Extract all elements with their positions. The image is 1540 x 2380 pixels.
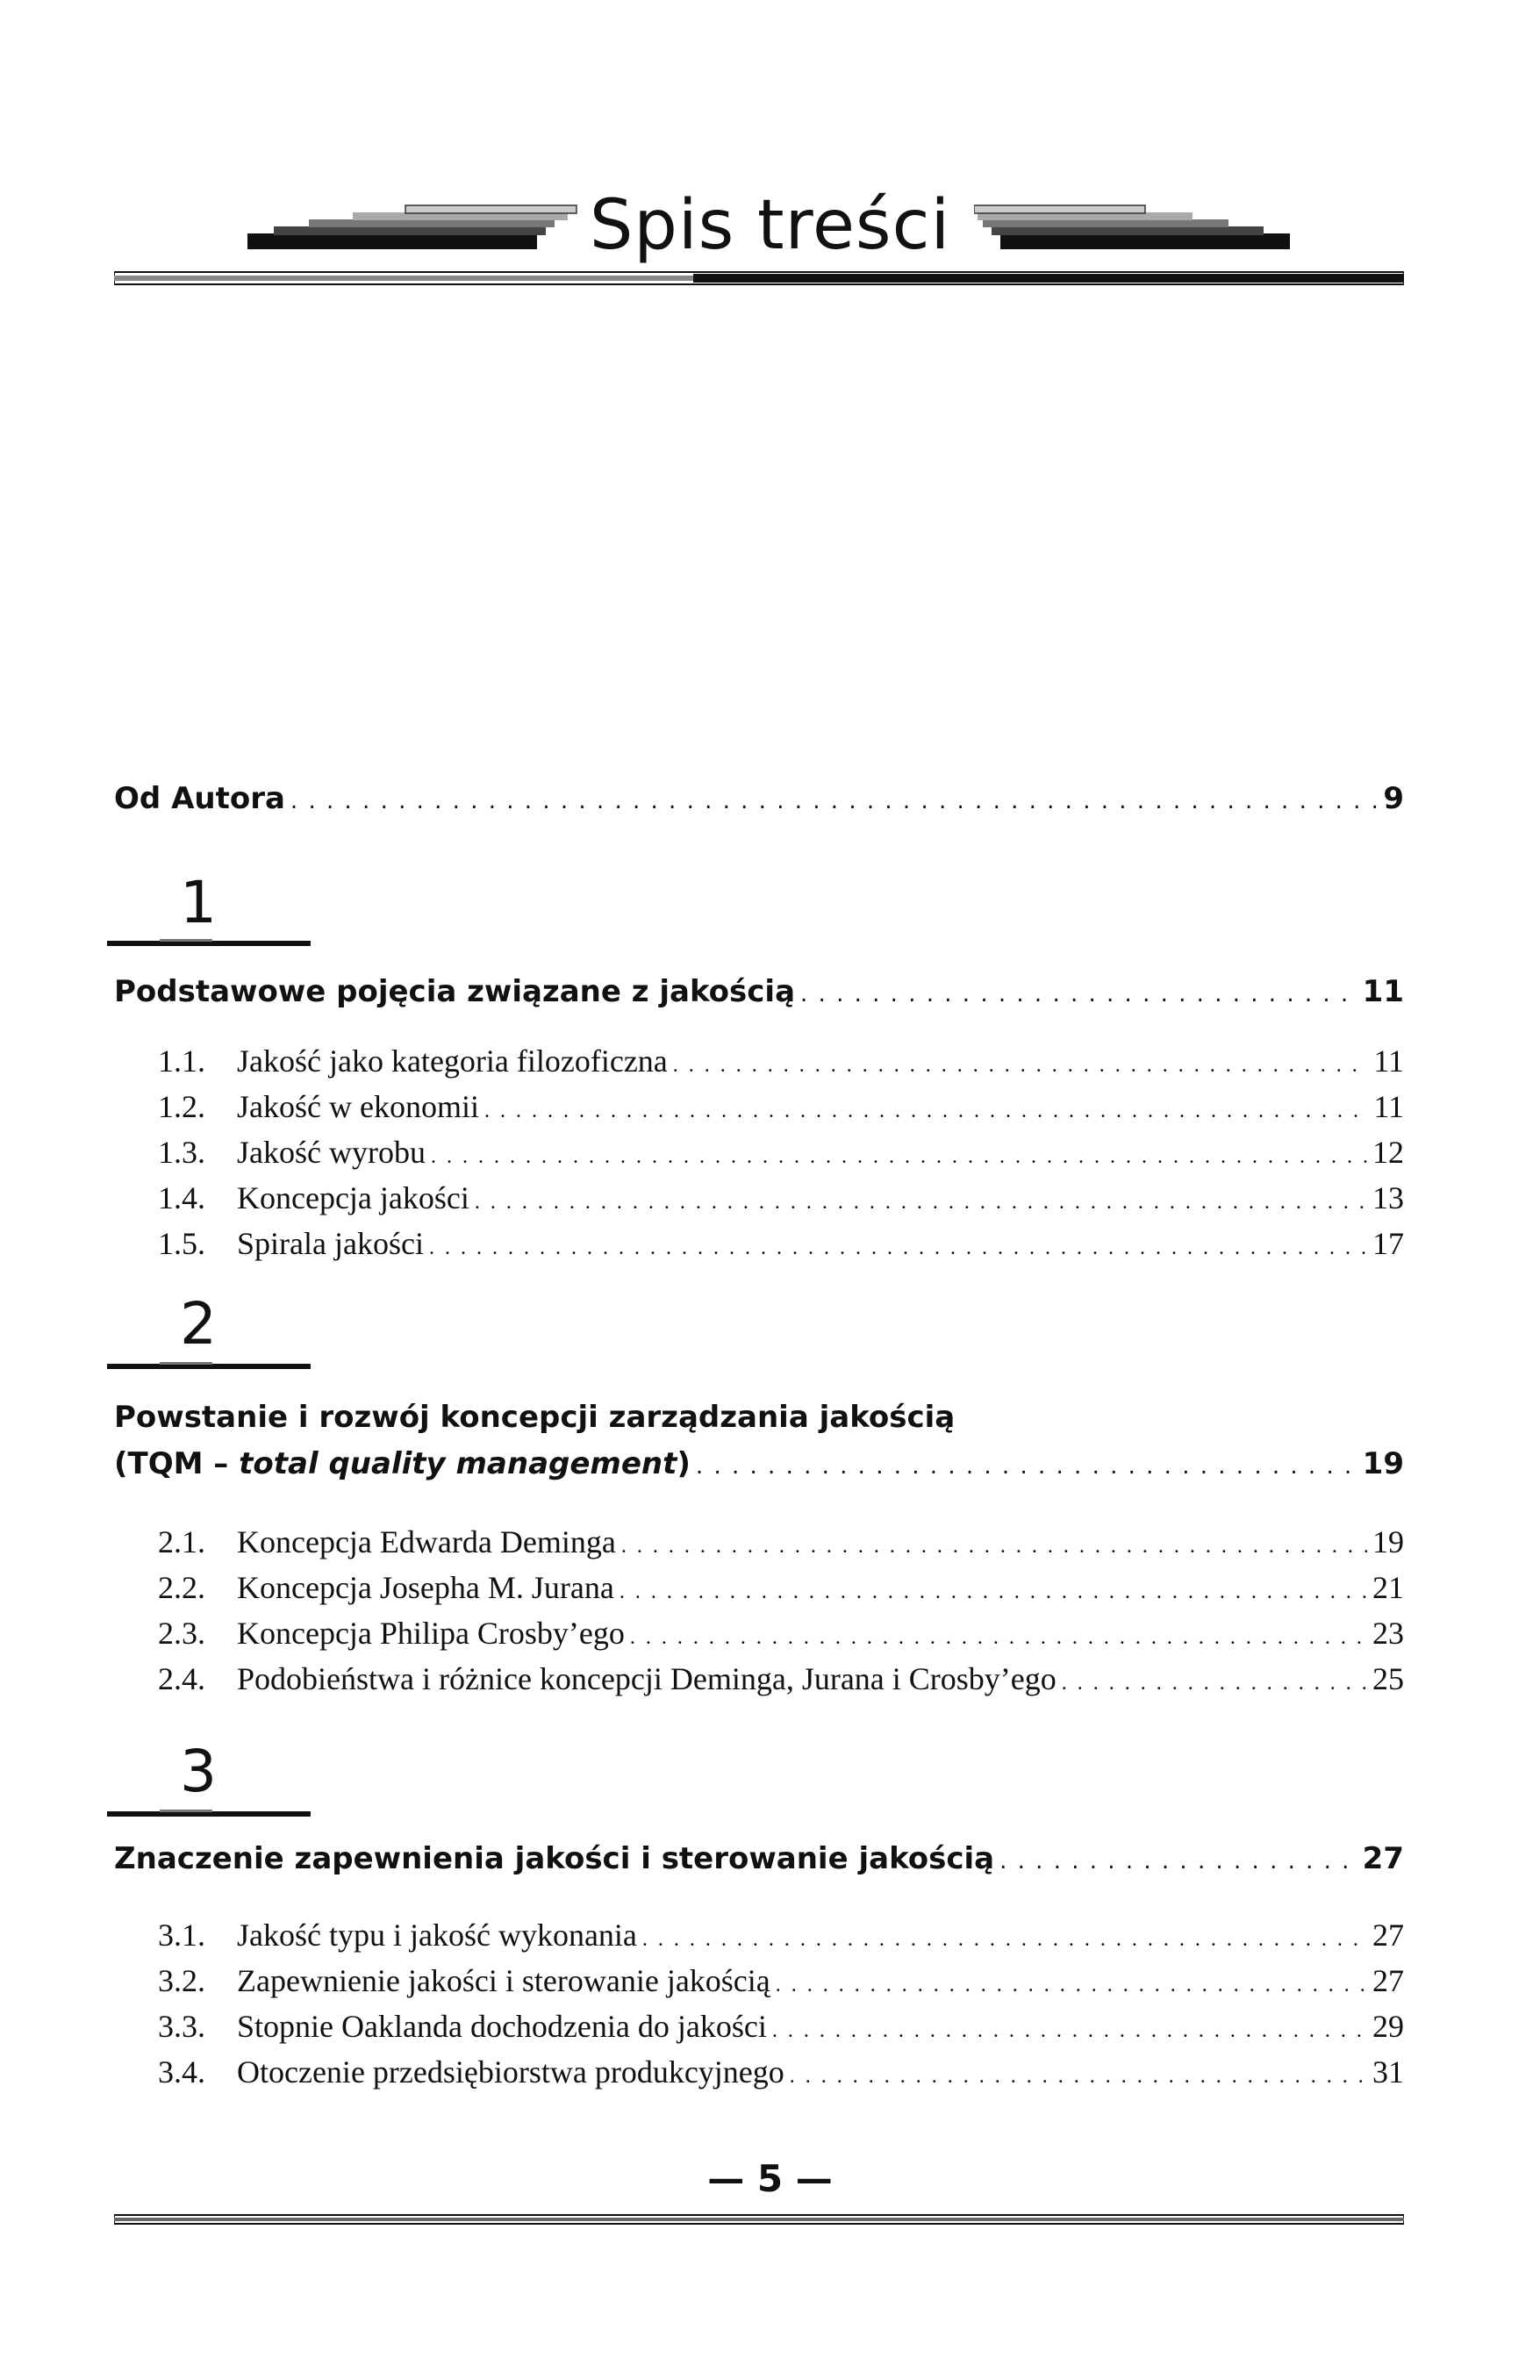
toc-entry-section[interactable] (158, 1917, 1404, 1953)
toc-entry-section[interactable] (158, 1660, 1404, 1697)
footer-rule (114, 2213, 1404, 2226)
section-label: Koncepcja Josepha M. Jurana (237, 1570, 614, 1605)
toc-page-number: 25 (1372, 1661, 1404, 1696)
section-label: Koncepcja jakości (237, 1180, 469, 1215)
section-number: 1.5. (158, 1226, 205, 1261)
toc-entry-section[interactable] (158, 1043, 1404, 1079)
toc-entry-label: Znaczenie zapewnienia jakości i sterowanie jakością (114, 1841, 995, 1876)
section-number: 2.4. (158, 1661, 205, 1696)
toc-entry-section[interactable] (158, 1134, 1404, 1171)
chapter-title-line-2 (114, 1446, 691, 1481)
toc-entry-chapter-2[interactable] (114, 1446, 1404, 1481)
toc-page-number: 27 (1372, 1918, 1404, 1953)
leader-dots (290, 788, 1378, 814)
leader-dots (790, 2065, 1367, 2089)
section-number: 3.2. (158, 1963, 205, 1998)
toc-page-number: 13 (1372, 1180, 1404, 1215)
section-number: 1.3. (158, 1135, 205, 1170)
leader-dots (621, 1535, 1367, 1559)
footer-page-number: — 5 — (707, 2157, 833, 2200)
toc-page-number: 19 (1362, 1446, 1404, 1481)
leader-dots (1062, 1672, 1367, 1695)
section-number: 1.1. (158, 1043, 205, 1079)
toc-page-number: 11 (1373, 1089, 1404, 1124)
title-suffix: ) (677, 1446, 691, 1481)
header-decoration-right (974, 202, 1290, 254)
toc-entry-chapter-3[interactable] (114, 1841, 1404, 1876)
toc-entry-label: Od Autora (114, 781, 285, 816)
leader-dots (475, 1191, 1367, 1215)
section-label: Koncepcja Edwarda Deminga (237, 1524, 616, 1559)
leader-dots (673, 1054, 1369, 1078)
chapter-title-line-1: Powstanie i rozwój koncepcji zarządzania jakością (114, 1400, 956, 1435)
toc-page-number: 19 (1372, 1524, 1404, 1559)
leader-dots (776, 1974, 1367, 1997)
section-number: 1.2. (158, 1089, 205, 1124)
section-label: Jakość jako kategoria filozoficzna (237, 1043, 668, 1079)
section-number: 2.2. (158, 1570, 205, 1605)
section-label: Podobieństwa i różnice koncepcji Deminga, Jurana i Crosby’ego (237, 1661, 1057, 1696)
toc-page-number: 23 (1372, 1616, 1404, 1651)
leader-dots (642, 1928, 1367, 1952)
toc-page-number: 11 (1373, 1043, 1404, 1079)
section-label: Jakość w ekonomii (237, 1089, 479, 1124)
toc-entry-section[interactable] (158, 1179, 1404, 1216)
section-label: Koncepcja Philipa Crosby’ego (237, 1616, 625, 1651)
toc-entry-section[interactable] (158, 2054, 1404, 2090)
toc-page-number: 12 (1372, 1135, 1404, 1170)
leader-dots (429, 1237, 1367, 1260)
leader-dots (999, 1848, 1357, 1875)
leader-dots (620, 1581, 1367, 1604)
chapter-underline (107, 939, 311, 947)
toc-entry-section[interactable] (158, 1962, 1404, 1999)
section-number: 2.3. (158, 1616, 205, 1651)
section-label: Spirala jakości (237, 1226, 424, 1261)
section-number: 3.1. (158, 1918, 205, 1953)
section-label: Stopnie Oaklanda dochodzenia do jakości (237, 2009, 767, 2044)
section-label: Jakość wyrobu (237, 1135, 426, 1170)
toc-page-number: 29 (1372, 2009, 1404, 2044)
leader-dots (484, 1100, 1368, 1123)
header-rule (114, 270, 1404, 286)
toc-entry-section[interactable] (158, 1615, 1404, 1652)
page-title: Spis treści (589, 186, 951, 265)
chapter-underline (107, 1810, 311, 1817)
section-label: Zapewnienie jakości i sterowanie jakością (237, 1963, 770, 1998)
toc-page-number: 21 (1372, 1570, 1404, 1605)
leader-dots (772, 2019, 1367, 2043)
section-label: Jakość typu i jakość wykonania (237, 1918, 637, 1953)
leader-dots (696, 1453, 1357, 1480)
section-number: 2.1. (158, 1524, 205, 1559)
leader-dots (800, 981, 1357, 1007)
chapter-number: 2 (180, 1290, 217, 1358)
leader-dots (431, 1145, 1367, 1169)
section-number: 3.4. (158, 2054, 205, 2090)
toc-entry-section[interactable] (158, 2008, 1404, 2045)
toc-page-number: 17 (1372, 1226, 1404, 1261)
chapter-number: 3 (180, 1738, 217, 1805)
toc-entry-preface[interactable] (114, 781, 1404, 816)
toc-entry-label: Podstawowe pojęcia związane z jakością (114, 974, 796, 1009)
title-prefix: (TQM – (114, 1446, 240, 1481)
toc-entry-section[interactable] (158, 1225, 1404, 1262)
leader-dots (630, 1626, 1367, 1650)
toc-page-number: 9 (1383, 781, 1404, 816)
toc-page-number: 11 (1362, 974, 1404, 1009)
chapter-number: 1 (180, 869, 217, 936)
toc-page-number: 27 (1372, 1963, 1404, 1998)
section-label: Otoczenie przedsiębiorstwa produkcyjnego (237, 2054, 784, 2090)
toc-entry-section[interactable] (158, 1523, 1404, 1560)
toc-entry-chapter-1[interactable] (114, 974, 1404, 1009)
chapter-underline (107, 1362, 311, 1370)
toc-page-number: 31 (1372, 2054, 1404, 2090)
toc-page-number: 27 (1362, 1841, 1404, 1876)
title-italic: total quality management (239, 1446, 677, 1481)
section-number: 3.3. (158, 2009, 205, 2044)
toc-entry-section[interactable] (158, 1569, 1404, 1606)
toc-entry-section[interactable] (158, 1088, 1404, 1125)
section-number: 1.4. (158, 1180, 205, 1215)
